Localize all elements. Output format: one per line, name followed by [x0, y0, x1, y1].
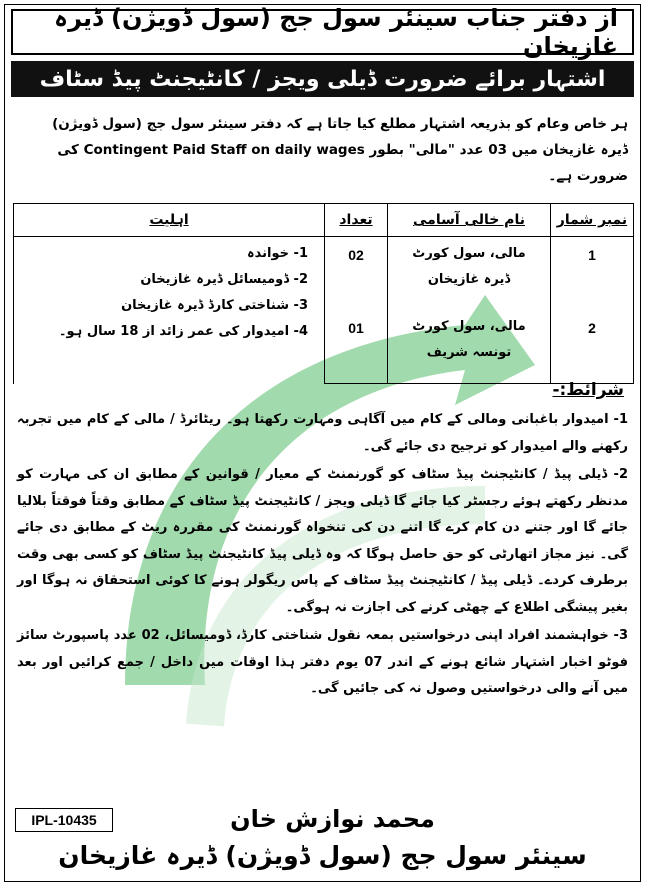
conditions-list: [17, 407, 628, 705]
cell-eligibility: [14, 237, 325, 384]
intro-line-2: [15, 137, 628, 163]
condition-item: 3- خواہشمند افراد اپنی درخواستیں بمعہ نقول شناختی کارڈ، ڈومیسائل، 02 عدد پاسپورٹ سائز فوٹو اخبار اشتہار شائع ہونے کے اندر 07 یوم دفتر ہذا اوقات میں داخل / جمع کرائیں اور بعد میں آنے والی درخواستیں وصول نہ کی جائیں گی۔: [17, 628, 629, 696]
condition-item: 1- امیدوار باغبانی ومالی کے کام میں آگاہی ومہارت رکھتا ہو۔ ریٹائرڈ / مالی کے کام میں تجربہ رکھنے والے امیدوار کو ترجیح دی جائے گی۔: [17, 412, 628, 454]
eligibility-item: 3- شناختی کارڈ ڈیرہ غازیخان: [121, 298, 308, 313]
header-count: تعداد: [325, 204, 388, 237]
vacancies-table: [13, 203, 634, 384]
intro-line-2-english: Contingent Paid Staff on daily wages: [83, 142, 365, 158]
post-line-1: مالی، سول کورٹ: [412, 319, 526, 334]
signatory-title: سینئر سول جج (سول ڈویژن) ڈیرہ غازیخان: [58, 841, 587, 870]
intro-line-3: ضرورت ہے۔: [548, 168, 628, 184]
intro-line-2-urdu: ڈیرہ غازیخان میں 03 عدد "مالی" بطور: [369, 142, 628, 158]
signatory-name: محمد نوازش خان: [230, 805, 435, 833]
cell-serial: 2: [551, 310, 634, 384]
office-name: از دفتر جناب سینئر سول جج (سول ڈویژن) ڈیرہ غازیخان: [54, 4, 618, 60]
cell-count: 02: [325, 237, 388, 311]
cell-post: [388, 310, 551, 384]
office-header: [11, 4, 634, 60]
ipl-reference: IPL-10435: [15, 808, 113, 832]
header-serial: نمبر شمار: [551, 204, 634, 237]
eligibility-item: 4- امیدوار کی عمر زائد از 18 سال ہو۔: [58, 324, 308, 339]
post-line-2: ڈیرہ غازیخان: [427, 272, 511, 287]
eligibility-item: 1- خواندہ: [247, 246, 308, 261]
intro-line-1: ہر خاص وعام کو بذریعہ اشتہار مطلع کیا جاتا ہے کہ دفتر سینئر سول جج (سول ڈویژن): [52, 116, 628, 132]
table-row: [14, 237, 634, 311]
title-banner: [11, 61, 634, 97]
condition-item: 2- ڈیلی پیڈ / کانٹیجنٹ پیڈ سٹاف کو گورنمنٹ کے معیار / قوانین کے مطابق ان کی مہارت کو مدنظر رکھتے ہوئے رجسٹر کیا جائے گا ڈیلی ویجز / کانٹیجنٹ پیڈ سٹاف کے مطابق وقتاً فوقتاً بلالیا جائے گا اور جتنے دن کام کرے گا اتنے دن کی تنخواہ گورنمنٹ کی مقررہ ریٹ کے مطابق دی جائے گی۔ نیز مجاز اتھارٹی کو حق حاصل ہوگا کہ وہ ڈیلی پیڈ کانٹیجنٹ پیڈ سٹاف کو کسی بھی وقت برطرف کردے۔ ڈیلی پیڈ / کانٹیجنٹ پیڈ سٹاف کے پاس ریگولر ہونے کا کوئی استحقاق نہ ہوگا اور بغیر پیشگی اطلاع کے چھٹی کرنے کی اجازت نہ ہوگی۔: [17, 467, 628, 615]
advertisement-page: [4, 4, 641, 882]
intro-line-2-end: کی: [57, 142, 79, 158]
post-line-1: مالی، سول کورٹ: [412, 246, 526, 261]
conditions-heading: شرائط:-: [552, 380, 624, 400]
intro-paragraph: [15, 111, 628, 189]
header-eligibility: اہلیت: [14, 204, 325, 237]
ad-title: اشتہار برائے ضرورت ڈیلی ویجز / کانٹیجنٹ پیڈ سٹاف: [39, 66, 606, 92]
cell-serial: 1: [551, 237, 634, 311]
post-line-2: تونسہ شریف: [426, 345, 512, 360]
cell-count: 01: [325, 310, 388, 384]
cell-post: [388, 237, 551, 311]
eligibility-item: 2- ڈومیسائل ڈیرہ غازیخان: [140, 272, 308, 287]
table-header-row: [14, 204, 634, 237]
header-post: نام خالی آسامی: [388, 204, 551, 237]
